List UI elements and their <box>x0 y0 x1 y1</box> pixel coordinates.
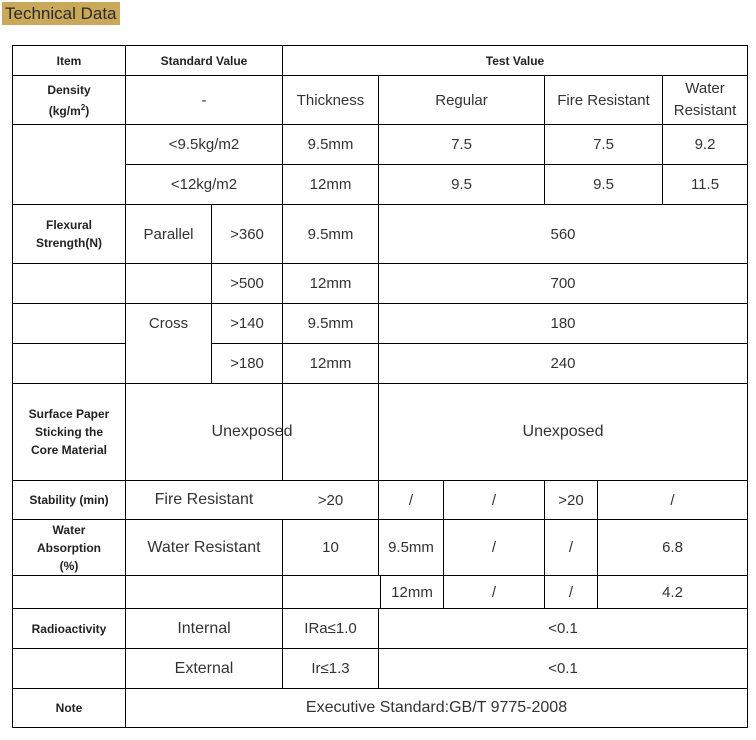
absorption-label: Water Absorption (%) <box>37 522 101 573</box>
flexural-row4-value: >180 <box>230 355 264 372</box>
density-col-thickness: Thickness <box>296 91 365 109</box>
flexural-cross: Cross <box>148 315 189 332</box>
surface-test: Unexposed <box>522 423 604 440</box>
surface-label: Surface Paper Sticking the Core Material <box>28 407 110 457</box>
density-row2-regular: 9.5 <box>451 176 472 193</box>
flexural-label: Flexural Strength(N) <box>36 218 102 250</box>
flexural-row2-value: >500 <box>230 275 264 292</box>
absorption-row1-thickness: 9.5mm <box>388 539 434 556</box>
density-standard: - <box>201 91 207 109</box>
density-row2-thickness: 12mm <box>309 176 352 193</box>
absorption-standard: Water Resistant <box>147 538 261 556</box>
stability-label: Stability (min) <box>29 493 109 507</box>
flexural-row1-test: 560 <box>550 225 576 243</box>
density-row2-standard: <12kg/m2 <box>170 176 238 193</box>
density-row1-regular: 7.5 <box>451 136 472 153</box>
surface-standard: Unexposed <box>211 423 293 440</box>
flexural-row4-thickness: 12mm <box>309 355 352 372</box>
header-test-value: Test Value <box>485 53 545 68</box>
flexural-row1-value: >360 <box>230 225 264 243</box>
absorption-row1-b: / <box>568 539 574 556</box>
density-col-water: Water Resistant <box>673 80 737 119</box>
stability-standard: Fire Resistant <box>154 491 254 508</box>
stability-value-5: / <box>670 491 675 509</box>
note-label: Note <box>55 701 83 715</box>
flexural-row2-test: 700 <box>550 275 576 292</box>
flexural-row3-thickness: 9.5mm <box>307 315 354 332</box>
radioactivity-row1-test: <0.1 <box>548 620 578 637</box>
flexural-row3-value: >140 <box>230 315 264 332</box>
absorption-row1-a: / <box>491 539 497 556</box>
density-col-regular: Regular <box>435 91 488 109</box>
radioactivity-row2-limit: Ir≤1.3 <box>311 660 350 677</box>
radioactivity-row1-limit: IRa≤1.0 <box>304 620 357 637</box>
stability-value-1: >20 <box>317 491 344 509</box>
density-row2-fire: 9.5 <box>593 176 614 193</box>
header-standard-value: Standard Value <box>160 53 248 68</box>
flexural-row4-test: 240 <box>550 355 576 372</box>
absorption-row1-result: 6.8 <box>662 539 683 556</box>
absorption-row2-b: / <box>568 583 574 601</box>
flexural-parallel: Parallel <box>143 225 194 243</box>
flexural-row1-thickness: 9.5mm <box>307 225 354 243</box>
absorption-row2-a: / <box>491 583 497 601</box>
flexural-row2-thickness: 12mm <box>309 275 352 292</box>
density-unit: $(kg/m^2)$ <box>48 102 90 118</box>
radioactivity-row1-type: Internal <box>177 619 231 637</box>
stability-value-4: >20 <box>558 491 584 509</box>
absorption-row2-result: 4.2 <box>662 583 683 601</box>
density-row1-thickness: 9.5mm <box>307 136 354 153</box>
density-label-text: Density <box>47 82 91 97</box>
density-row2-water: 11.5 <box>690 176 720 193</box>
density-label <box>13 76 125 124</box>
section-title: Technical Data <box>2 2 120 25</box>
stability-value-2: / <box>408 491 414 509</box>
density-row1-water: 9.2 <box>694 136 716 153</box>
note-text: Executive Standard:GB/T 9775-2008 <box>305 699 568 716</box>
density-col-fire: Fire Resistant <box>557 91 650 109</box>
density-row1-fire: 7.5 <box>593 136 614 153</box>
flexural-row3-test: 180 <box>550 315 576 332</box>
radioactivity-row2-test: <0.1 <box>548 660 578 677</box>
stability-value-3: / <box>491 491 497 509</box>
absorption-row2-thickness: 12mm <box>391 583 433 601</box>
density-row1-standard: <9.5kg/m2 <box>168 136 240 153</box>
radioactivity-row2-type: External <box>174 659 234 677</box>
absorption-value: 10 <box>322 539 339 556</box>
radioactivity-label: Radioactivity <box>31 621 107 636</box>
header-item: Item <box>56 53 82 68</box>
